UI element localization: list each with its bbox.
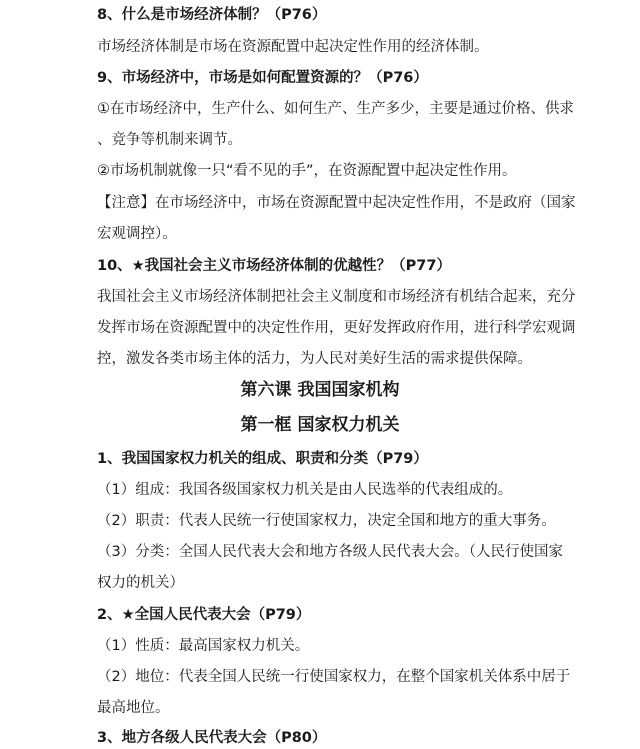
note-line-1: 【注意】在市场经济中，市场在资源配置中起决定性作用，不是政府（国家 [97,195,576,211]
section-title: 第一框 国家权力机关 [240,415,400,435]
section-2-item-2-line-2: 最高地位。 [97,700,170,716]
lesson-title: 第六课 我国国家机构 [240,380,400,400]
section-1-item-1: （1）组成：我国各级国家权力机关是由人民选举的代表组成的。 [97,482,513,498]
question-9-heading: 9、市场经济中，市场是如何配置资源的？（P76） [97,70,428,86]
note-line-2: 宏观调控）。 [97,226,177,242]
question-10-answer-line-3: 控，激发各类市场主体的活力，为人民对美好生活的需求提供保障。 [97,351,532,367]
section-1-item-3-line-2: 权力的机关） [97,575,184,591]
section-1-item-3-line-1: （3）分类：全国人民代表大会和地方各级人民代表大会。（人民行使国家 [97,544,563,560]
question-9-point-2: ②市场机制就像一只“看不见的手”，在资源配置中起决定性作用。 [97,163,517,179]
section-3-heading: 3、地方各级人民代表大会（P80） [97,730,327,746]
question-9-point-1-line-2: 、竞争等机制来调节。 [97,132,242,148]
section-1-item-2: （2）职责：代表人民统一行使国家权力，决定全国和地方的重大事务。 [97,513,556,529]
question-10-answer-line-2: 发挥市场在资源配置中的决定性作用，更好发挥政府作用，进行科学宏观调 [97,320,576,336]
section-1-heading: 1、我国国家权力机关的组成、职责和分类（P79） [97,451,428,467]
question-8-heading: 8、什么是市场经济体制？（P76） [97,7,327,23]
section-2-heading: 2、★全国人民代表大会（P79） [97,607,311,623]
section-2-item-1: （1）性质：最高国家权力机关。 [97,638,310,654]
question-10-heading: 10、★我国社会主义市场经济体制的优越性？（P77） [97,258,451,274]
section-2-item-2-line-1: （2）地位：代表全国人民统一行使国家权力，在整个国家机关体系中居于 [97,669,571,685]
question-10-answer-line-1: 我国社会主义市场经济体制把社会主义制度和市场经济有机结合起来，充分 [97,289,576,305]
question-9-point-1-line-1: ①在市场经济中，生产什么、如何生产、生产多少，主要是通过价格、供求 [97,101,574,117]
question-8-answer: 市场经济体制是市场在资源配置中起决定性作用的经济体制。 [97,39,489,55]
